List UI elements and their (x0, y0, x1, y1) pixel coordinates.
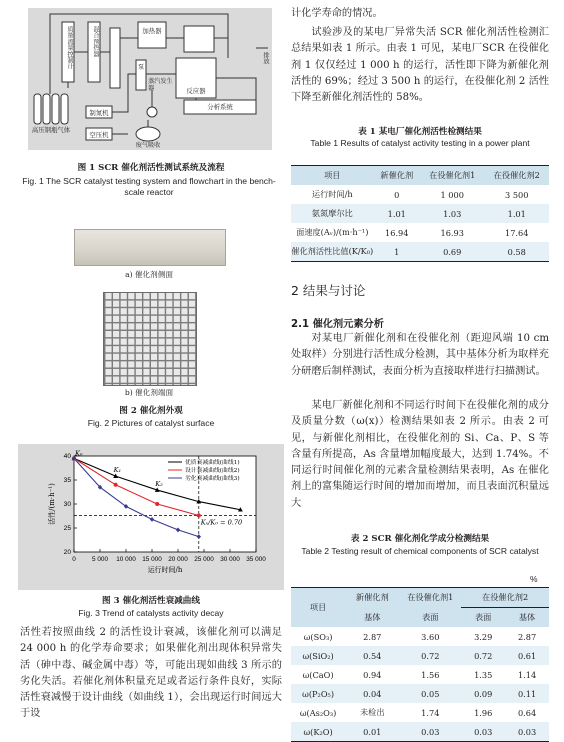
paragraph-2: 对某电厂新催化剂和在役催化剂（距迎风端 10 cm 处取样）分别进行活性成分检测，其中基体分析为取样充分研磨后制样测试，表面分析为直接取样进行扫描测试。 (291, 333, 549, 377)
data-point (114, 483, 118, 487)
table1-cell: 16.93 (420, 223, 485, 242)
fig2-caption-en: Fig. 2 Pictures of catalyst surface (87, 418, 215, 428)
catalyst-end-photo (103, 292, 197, 386)
table2-cell: ω(CaO) (291, 665, 345, 684)
activity-decay-chart (18, 444, 284, 590)
table2-title-zh: 表 2 SCR 催化剂化学成分检测结果 (350, 534, 490, 544)
table2-header-cell: 新催化剂 (345, 588, 399, 608)
table2-cell: 3.60 (399, 627, 461, 646)
data-point (197, 514, 201, 518)
table2-cell: ω(P₂O₅) (291, 684, 345, 703)
section-heading-2-1: 2.1 催化剂元素分析 (291, 319, 384, 330)
x-tick-label: 30 000 (220, 556, 240, 563)
label-massflow: 质量流量控制计 (66, 26, 73, 70)
table2-header-cell: 在役催化剂2 (461, 588, 549, 608)
x-tick-label: 5 000 (92, 556, 108, 563)
left-bottom-paragraph: 活性若按照曲线 2 的活性设计衰减，该催化剂可以满足 24 000 h 的化学寿命要求；如果催化剂出现体积异常失活（砷中毒、碱金属中毒）等，可能出现如曲线 3 所示的劣化失活。若催化剂体积量充足或者运行条件良好，实际活性衰减慢于设计曲线（如曲线 1），会出现运行时间远大于设 (20, 627, 282, 720)
table2-header-row (291, 588, 549, 608)
label-vent: 排放 (262, 52, 269, 65)
table2-cell: 0.03 (505, 722, 549, 742)
table-row (291, 185, 549, 204)
table1-cell: 氨氮摩尔比 (291, 204, 374, 223)
table-row (291, 204, 549, 223)
table2-cell: 未检出 (345, 703, 399, 722)
table1-header-cell: 项目 (291, 166, 374, 186)
table1-cell: 17.64 (484, 223, 549, 242)
fig2-sub-a: a) 催化剂侧面 (125, 270, 173, 279)
table2-cell: ω(K₂O) (291, 722, 345, 742)
table1-cell: 运行时间/h (291, 185, 374, 204)
annotation-k2: K₂ (155, 480, 163, 489)
table2-cell: 1.96 (461, 703, 505, 722)
fig3-caption-zh: 图 3 催化剂活性衰减曲线 (102, 596, 200, 606)
table-row (291, 703, 549, 722)
paragraph-3: 某电厂新催化剂和不同运行时间下在役催化剂的成分及质量分数（ω(x)）检测结果如表 2 所示。由表 2 可见，与新催化剂相比，在役催化剂的 Si、Ca、P、S 等含量有所提高，As 含量增加幅度最大，达到 1.74%。不同运行时间催化剂的元素含量检测结果表明，As 在催化剂上的富集随运行时间的增加而增加，而且表面沉积量远大 (291, 400, 549, 509)
table1-cell: 1.01 (374, 204, 420, 223)
table2-header-cell: 表面 (399, 608, 461, 628)
table-row (291, 665, 549, 684)
y-tick-label: 20 (63, 549, 71, 557)
legend-entry: 优质衰减曲线(曲线1) (185, 460, 240, 467)
table2-cell: 0.09 (461, 684, 505, 703)
table2-cell: 0.54 (345, 646, 399, 665)
table-row (291, 646, 549, 665)
table2-cell: 0.72 (399, 646, 461, 665)
x-tick-label: 35 000 (246, 556, 266, 563)
table1-cell: 0.69 (420, 242, 485, 262)
label-analysis: 分析系统 (207, 103, 233, 111)
label-mixer: 混合预热器 (92, 26, 99, 57)
table2-cell: 0.61 (505, 646, 549, 665)
legend-entry: 劣化衰减曲线(曲线3) (185, 476, 240, 483)
table2-header-cell: 在役催化剂1 (399, 588, 461, 608)
table1-cell: 面速度(Aᵥ)/(m·h⁻¹) (291, 223, 374, 242)
table2 (291, 587, 549, 742)
x-tick-label: 15 000 (142, 556, 162, 563)
table2-cell: 1.56 (399, 665, 461, 684)
label-pump: 泵 (138, 64, 145, 71)
right-top-line: 计化学寿命的情况。 (291, 8, 383, 19)
table1-title-en: Table 1 Results of catalyst activity testing in a power plant (310, 138, 530, 148)
table2-cell: 0.72 (461, 646, 505, 665)
label-exhaust: 废气吸收 (135, 142, 161, 149)
y-tick-label: 30 (63, 501, 71, 509)
label-air: 空压机 (89, 131, 109, 139)
table2-cell: 0.03 (461, 722, 505, 742)
table2-header-cell: 基体 (505, 608, 549, 628)
table2-cell: 0.05 (399, 684, 461, 703)
x-tick-label: 20 000 (168, 556, 188, 563)
section-heading-2: 2 结果与讨论 (291, 283, 366, 298)
catalyst-side-photo (74, 229, 226, 266)
y-tick-label: 35 (63, 477, 71, 485)
table-row (291, 223, 549, 242)
table2-cell: 2.87 (345, 627, 399, 646)
table2-cell: 0.04 (345, 684, 399, 703)
x-tick-label: 10 000 (116, 556, 136, 563)
table1-header-cell: 在役催化剂2 (484, 166, 549, 186)
label-reactor: 反应器 (186, 87, 206, 95)
annotation-k0: K₀ (75, 449, 83, 458)
label-o2: 制氮机 (89, 109, 109, 117)
table2-cell: 1.14 (505, 665, 549, 684)
table1-cell: 1 (374, 242, 420, 262)
annotation-k1: K₁ (113, 466, 122, 475)
table1-cell: 3 500 (484, 185, 549, 204)
fig2-sub-b: b) 催化剂端面 (124, 388, 174, 397)
fig1-diagram (28, 8, 272, 150)
table2-cell: ω(As₂O₃) (291, 703, 345, 722)
table-row (291, 627, 549, 646)
label-steam: 蒸汽发生器 (148, 78, 173, 92)
x-tick-label: 25 000 (194, 556, 214, 563)
annotation-kx: Kₓ/K₀ = 0.70 (200, 518, 243, 527)
table1-cell: 16.94 (374, 223, 420, 242)
fig3-caption-en: Fig. 3 Trend of catalysts activity decay (78, 608, 224, 618)
table2-unit: % (530, 574, 538, 584)
legend-entry: 设计衰减曲线(曲线2) (185, 468, 240, 475)
y-tick-label: 40 (63, 453, 71, 461)
table-row (291, 242, 549, 262)
fig1-caption-en: Fig. 1 The SCR catalyst testing system and flowchart in the bench-scale reactor (22, 176, 276, 197)
table-row (291, 684, 549, 703)
table2-cell: 1.74 (399, 703, 461, 722)
table2-cell: ω(SiO₂) (291, 646, 345, 665)
table1-cell: 1.03 (420, 204, 485, 223)
label-heater: 加热器 (142, 27, 162, 35)
table2-cell: 0.11 (505, 684, 549, 703)
paragraph-1: 试验涉及的某电厂异常失活 SCR 催化剂活性检测汇总结果如表 1 所示。由表 1 可见，某电厂SCR 在役催化剂 1 仅仅经过 1 000 h 的运行，活性即下降为新催化剂活性的 69%；经过 3 500 h 的运行，在役催化剂 2 活性下降至新催化剂活性的 58%。 (291, 27, 549, 104)
table2-cell: 0.01 (345, 722, 399, 742)
table1-cell: 催化剂活性比值(K/K₀) (291, 242, 374, 262)
table2-cell: 2.87 (505, 627, 549, 646)
table2-header-cell: 项目 (291, 588, 345, 628)
label-cylinders: 高压钢瓶气体 (31, 126, 71, 134)
table2-title-en: Table 2 Testing result of chemical components of SCR catalyst (301, 546, 539, 556)
table1-header-cell: 在役催化剂1 (420, 166, 485, 186)
fig2-caption-zh: 图 2 催化剂外观 (119, 406, 183, 416)
table2-cell: 1.35 (461, 665, 505, 684)
table1-cell: 0.58 (484, 242, 549, 262)
table2-cell: ω(SO₃) (291, 627, 345, 646)
table1-header-cell: 新催化剂 (374, 166, 420, 186)
table2-cell: 0.94 (345, 665, 399, 684)
table2-cell: 0.64 (505, 703, 549, 722)
table1-title-zh: 表 1 某电厂催化剂活性检测结果 (358, 127, 482, 137)
table2-header-cell: 基体 (345, 608, 399, 628)
table2-header-cell: 表面 (461, 608, 505, 628)
table1 (291, 165, 549, 262)
y-axis-label: 活性/(m·h⁻¹) (48, 483, 56, 525)
table2-cell: 3.29 (461, 627, 505, 646)
table2-cell: 0.03 (399, 722, 461, 742)
x-axis-label: 运行时间/h (147, 566, 183, 574)
fig1-caption-zh: 图 1 SCR 催化剂活性测试系统及流程 (77, 163, 225, 173)
table1-cell: 1.01 (484, 204, 549, 223)
table1-cell: 1 000 (420, 185, 485, 204)
table1-cell: 0 (374, 185, 420, 204)
x-tick-label: 0 (72, 556, 76, 563)
fig3-chart (18, 444, 284, 590)
data-point (155, 502, 159, 506)
y-tick-label: 25 (63, 525, 71, 533)
table1-header-row (291, 166, 549, 186)
table-row (291, 722, 549, 742)
